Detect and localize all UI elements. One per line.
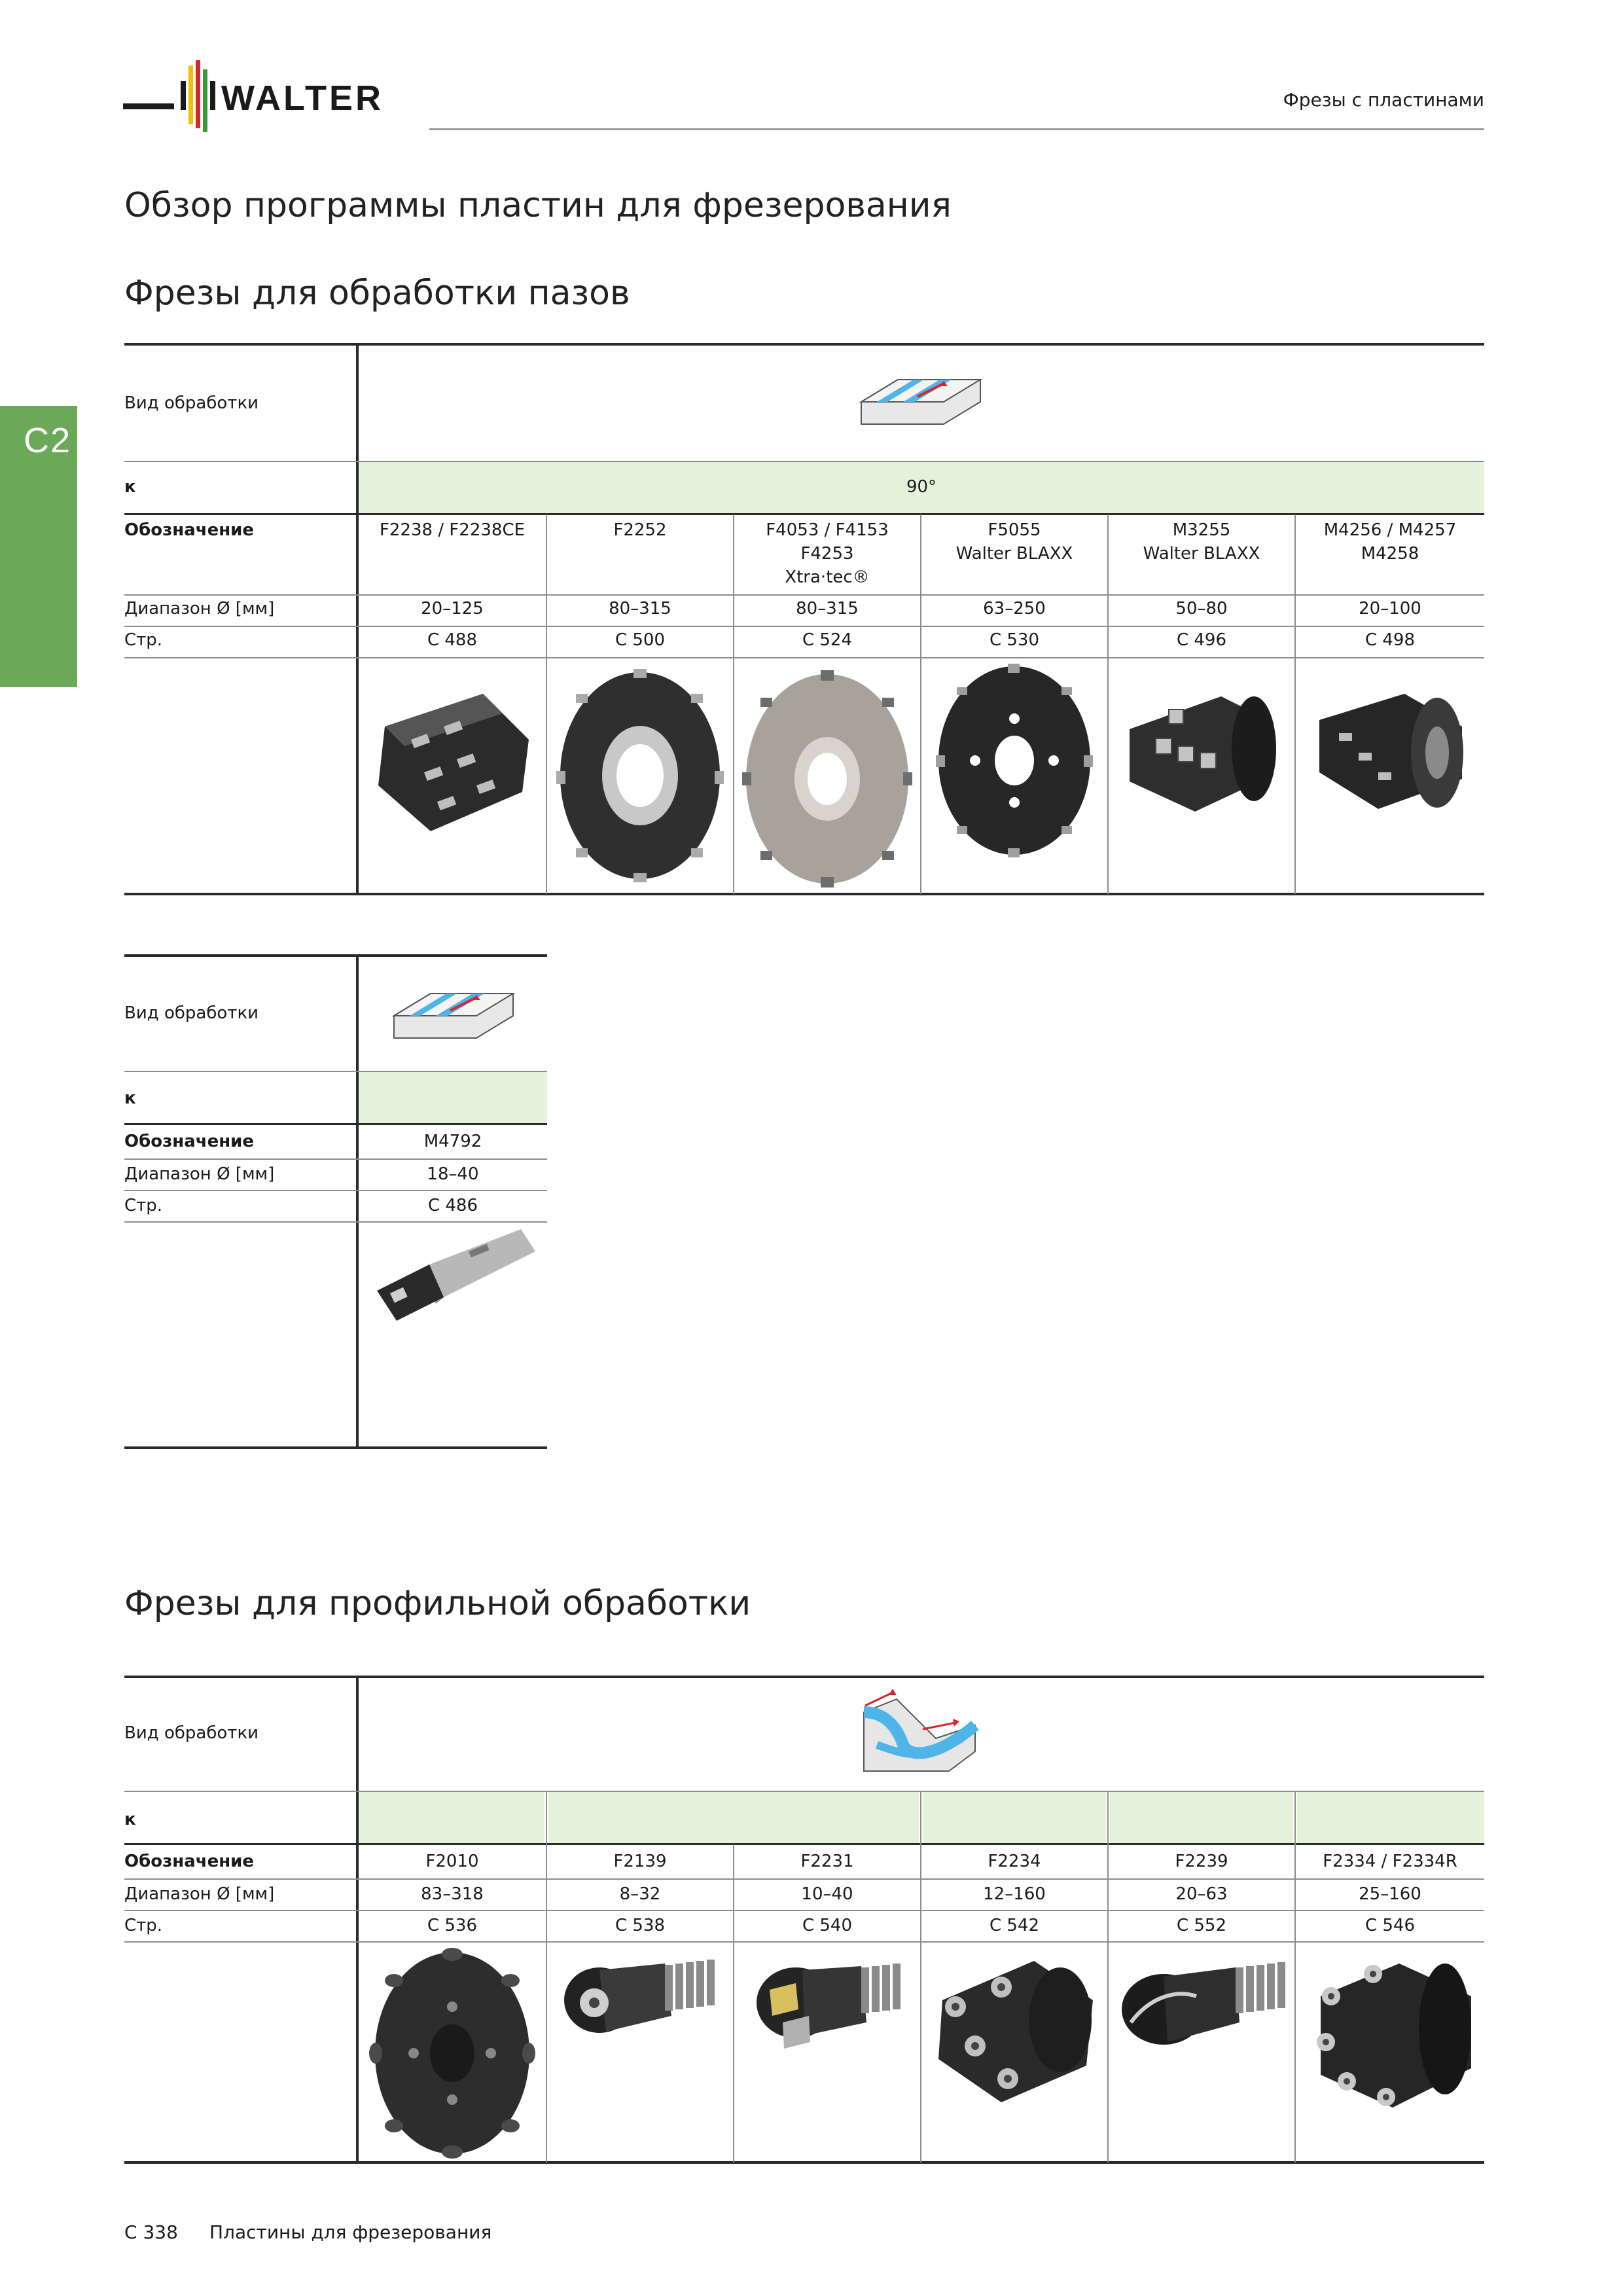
slot-col2-range: 80–315 [609,599,671,619]
profile-page-label: Стр. [124,1916,163,1935]
slot-col3-range: 80–315 [796,599,859,619]
profile-machining-icon [857,1686,982,1778]
chapter-tab-label: C2 [24,421,72,460]
profile-col4-page[interactable]: C 542 [989,1916,1040,1935]
slot2-machining-icon [391,990,516,1041]
slot-machining-icon [859,376,983,427]
svg-text:WALTER: WALTER [221,79,383,118]
slot-col5-image [1123,683,1283,814]
slot-col6-page[interactable]: C 498 [1364,630,1416,650]
slot-col2-image [556,668,724,884]
slot-heading: Фрезы для обработки пазов [124,274,630,313]
slot-col1-image [372,681,535,838]
slot2-range-label: Диапазон Ø [мм] [124,1164,275,1184]
walter-logo [123,60,398,132]
slot-col6-image [1313,681,1470,812]
profile-col4-range: 12–160 [983,1884,1046,1904]
slot-col1-range: 20–125 [421,599,484,619]
profile-col1-name: F2010 [425,1852,479,1871]
slot-col5-page[interactable]: C 496 [1176,630,1227,650]
profile-col4-image [929,1948,1097,2105]
profile-col5-image [1118,1950,1289,2049]
slot-col5-name-line2: Walter BLAXX [1143,544,1260,564]
profile-col3-name: F2231 [800,1852,854,1871]
profile-col4-name: F2234 [988,1852,1041,1871]
profile-kappa-label: к [124,1810,136,1829]
profile-col6-name: F2334 / F2334R [1323,1852,1457,1871]
slot2-kappa-label: к [124,1088,136,1108]
slot-col6-name-line2: M4258 [1361,544,1419,564]
profile-designation-label: Обозначение [124,1852,255,1871]
slot-col1-name: F2238 / F2238CE [379,520,526,540]
profile-machining-label: Вид обработки [124,1723,259,1743]
profile-col3-range: 10–40 [801,1884,853,1904]
chapter-tab [0,406,77,687]
profile-col2-range: 8–32 [619,1884,661,1904]
header-rule [429,128,1484,130]
slot-angle: 90° [906,477,937,497]
profile-col3-page[interactable]: C 540 [802,1916,853,1935]
slot-col2-page[interactable]: C 500 [615,630,666,650]
slot-col4-image [935,662,1094,859]
footer-title: Пластины для фрезерования [209,2221,492,2243]
slot2-col1-image [370,1225,538,1323]
slot-col3-name-line3: Xtra·tec® [785,567,870,587]
slot-col4-range: 63–250 [983,599,1046,619]
slot-machining-label: Вид обработки [124,393,259,413]
profile-col1-page[interactable]: C 536 [427,1916,478,1935]
slot2-col1-range: 18–40 [427,1164,479,1184]
slot-col5-range: 50–80 [1175,599,1228,619]
slot-col3-name-line1: F4053 / F4153 [766,520,889,540]
profile-col6-page[interactable]: C 546 [1364,1916,1416,1935]
slot-col3-page[interactable]: C 524 [802,630,853,650]
slot2-col1-page[interactable]: C 486 [427,1196,478,1215]
page-title: Обзор программы пластин для фрезерования [124,186,952,225]
slot-col1-page[interactable]: C 488 [427,630,478,650]
slot-kappa-label: к [124,477,136,497]
slot-range-label: Диапазон Ø [мм] [124,599,275,619]
slot2-machining-label: Вид обработки [124,1003,259,1023]
slot-col4-page[interactable]: C 530 [989,630,1040,650]
profile-range-label: Диапазон Ø [мм] [124,1884,275,1904]
profile-col2-name: F2139 [613,1852,667,1871]
footer-page-number: C 338 [124,2221,178,2243]
profile-col6-range: 25–160 [1359,1884,1421,1904]
profile-col2-image [560,1950,724,2036]
slot-page-label: Стр. [124,630,163,650]
slot-col3-image [742,670,912,888]
slot-col6-name-line1: M4256 / M4257 [1323,520,1457,540]
slot-designation-label: Обозначение [124,520,255,540]
slot-col4-name-line1: F5055 [988,520,1041,540]
section-title: Фрезы с пластинами [1283,89,1484,111]
profile-col1-range: 83–318 [421,1884,484,1904]
profile-col1-image [370,1948,534,2159]
profile-col6-image [1308,1957,1475,2114]
slot-col3-name-line2: F4253 [800,544,854,564]
profile-col5-page[interactable]: C 552 [1176,1916,1227,1935]
slot2-designation-label: Обозначение [124,1132,255,1151]
slot2-col1-name: M4792 [423,1132,482,1151]
slot-col6-range: 20–100 [1359,599,1421,619]
slot-col5-name-line1: M3255 [1172,520,1231,540]
slot-col4-name-line2: Walter BLAXX [955,544,1073,564]
slot2-page-label: Стр. [124,1196,163,1215]
profile-heading: Фрезы для профильной обработки [124,1584,751,1623]
profile-col5-name: F2239 [1175,1852,1228,1871]
profile-col5-range: 20–63 [1175,1884,1228,1904]
slot-col2-name: F2252 [613,520,667,540]
profile-col3-image [750,1950,914,2055]
profile-col2-page[interactable]: C 538 [615,1916,666,1935]
